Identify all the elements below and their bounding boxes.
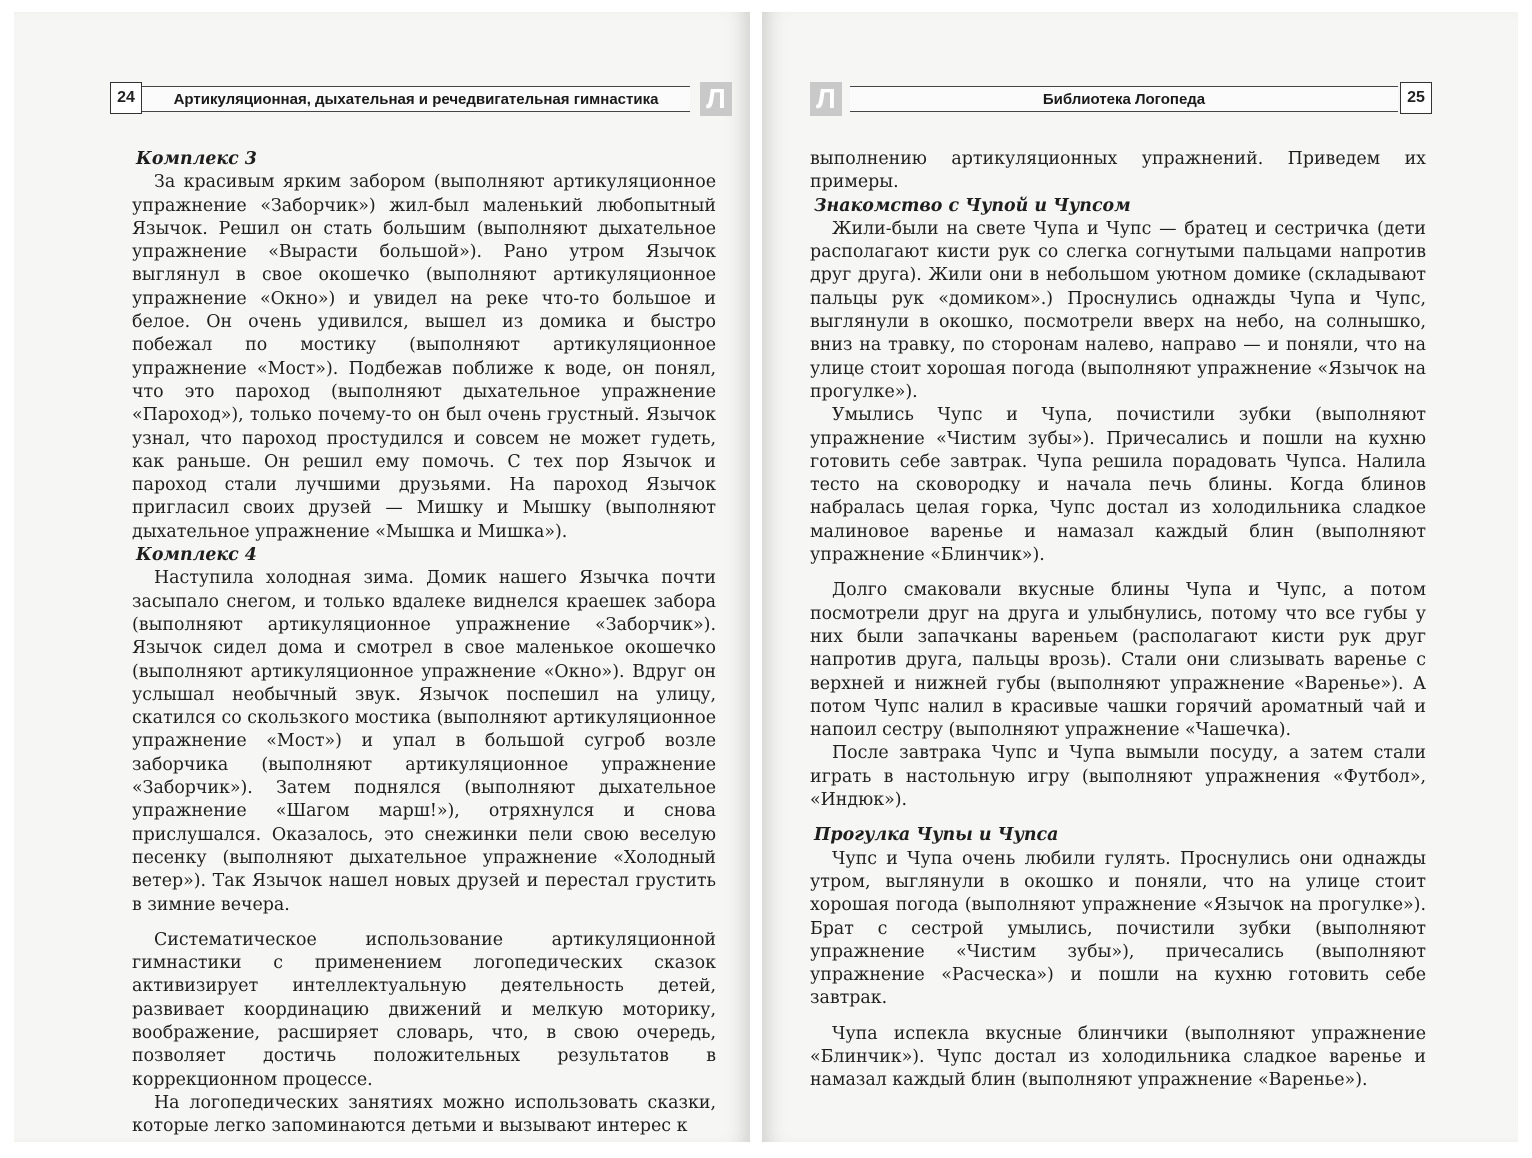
paragraph: Чупс и Чупа очень любили гулять. Проснулись они однажды утром, выглянули в окошко и поняли, что на улице стоит хорошая погода (выполняют упражнение «Язычок на прогулке»). Брат с сестрой умылись, почистили зубки (выполняют упражнение «Чистим зубы»), причесались (выполняют упражнение «Расческа») и пошли на кухню готовить себе завтрак. (810, 848, 1426, 1009)
running-header (110, 82, 730, 124)
section-heading: Прогулка Чупы и Чупса (814, 825, 1059, 846)
paragraph: Жили-были на свете Чупа и Чупс — братец и сестричка (дети располагают кисти рук со слегка согнутыми пальцами напротив друг друга). Жили они в небольшом уютном домике (складывают пальцы рук «домиком».) Проснулись однажды Чупа и Чупс, выглянули в окошко, посмотрели вверх на небо, на солнышко, вниз на травку, по сторонам налево, направо — и поняли, что на улице стоит хорошая погода (выполняют упражнение «Язычок на прогулке»). (810, 218, 1426, 402)
section-heading: Комплекс 4 (136, 545, 257, 566)
running-title: Библиотека Логопеда (850, 86, 1398, 112)
paragraph: За красивым ярким забором (выполняют артикуляционное упражнение «Заборчик») жил-был маленький любопытный Язычок. Решил он стать большим (выполняют дыхательное упражнение «Вырасти большой»). Рано утром Язычок выглянул в свое окошечко (выполняют артикуляционное упражнение «Окно») и увидел на реке что-то большое и белое. Он очень удивился, вышел из домика и быстро побежал по мостику (выполняют артикуляционное упражнение «Мост»). Подбежав поближе к воде, он понял, что это пароход (выполняют дыхательное упражнение «Пароход»), только почему-то он был очень грустный. Язычок узнал, что пароход простудился и совсем не может гудеть, как раньше. Он решил ему помочь. С тех пор Язычок и пароход стали лучшими друзьями. На пароход Язычок пригласил своих друзей — Мишку и Мышку (выполняют дыхательное упражнение «Мышка и Мишка»). (132, 172, 716, 542)
running-header (810, 82, 1430, 124)
paragraph: На логопедических занятиях можно использовать сказки, которые легко запоминаются детьми и вызывают интерес к (132, 1092, 716, 1137)
page-body (810, 148, 1426, 1093)
page-body (132, 148, 716, 1138)
paragraph: После завтрака Чупс и Чупа вымыли посуду, а затем стали играть в настольную игру (выполняют упражнения «Футбол», «Индюк»). (810, 743, 1426, 811)
paragraph: Чупа испекла вкусные блинчики (выполняют упражнение «Блинчик»). Чупс достал из холодильника сладкое варенье и намазал каждый блин (выполняют упражнение «Варенье»). (810, 1023, 1426, 1091)
paragraph: Систематическое использование артикуляционной гимнастики с применением логопедических сказок активизирует интеллектуальную деятельность детей, развивает координацию движений и мелкую моторику, воображение, расширяет словарь, что, в свою очередь, позволяет достичь положительных результатов в коррекционном процессе. (132, 929, 716, 1090)
page-number: 24 (110, 82, 142, 114)
running-title: Артикуляционная, дыхательная и речедвигательная гимнастика (142, 86, 690, 112)
section-heading: Комплекс 3 (136, 149, 257, 169)
section-heading: Знакомство с Чупой и Чупсом (814, 195, 1131, 216)
library-logo-icon: Л (810, 82, 842, 116)
paragraph: Долго смаковали вкусные блины Чупа и Чупс, а потом посмотрели друг на друга и улыбнулись, потому что все губы у них были запачканы вареньем (располагают кисти рук друг напротив друга, пальцы врозь). Стали они слизывать варенье с верхней и нижней губы (выполняют упражнение «Варенье»). А потом Чупс налил в красивые чашки горячий ароматный чай и напоил сестру (выполняют упражнение «Чашечка). (810, 580, 1426, 741)
paragraph: Умылись Чупс и Чупа, почистили зубки (выполняют упражнение «Чистим зубы»). Причесались и пошли на кухню готовить себе завтрак. Чупа решила порадовать Чупса. Налила тесто на сковородку и начала печь блины. Когда блинов набралась целая горка, Чупс достал из холодильника сладкое малиновое варенье и намазал каждый блин (выполняют упражнение «Блинчик»). (810, 405, 1426, 566)
left-page (14, 12, 750, 1142)
paragraph: Наступила холодная зима. Домик нашего Язычка почти засыпало снегом, и только вдалеке виднелся краешек забора (выполняют артикуляционное упражнение «Заборчик»). Язычок сидел дома и смотрел в свое маленькое окошечко (выполняют артикуляционное упражнение «Окно»). Вдруг он услышал необычный звук. Язычок поспешил на улицу, скатился со скользкого мостика (выполняют артикуляционное упражнение «Мост») и упал в большой сугроб возле заборчика (выполняют артикуляционное упражнение «Заборчик»). Затем поднялся (выполняют дыхательное упражнение «Шагом марш!»), отряхнулся и снова прислушался. Оказалось, это снежинки пели свою веселую песенку (выполняют дыхательное упражнение «Холодный ветер»). Так Язычок нашел новых друзей и перестал грустить в зимние вечера. (132, 568, 716, 915)
library-logo-icon: Л (700, 82, 732, 116)
page-number: 25 (1400, 82, 1432, 114)
paragraph: выполнению артикуляционных упражнений. Приведем их примеры. (810, 149, 1426, 193)
right-page (762, 12, 1518, 1142)
